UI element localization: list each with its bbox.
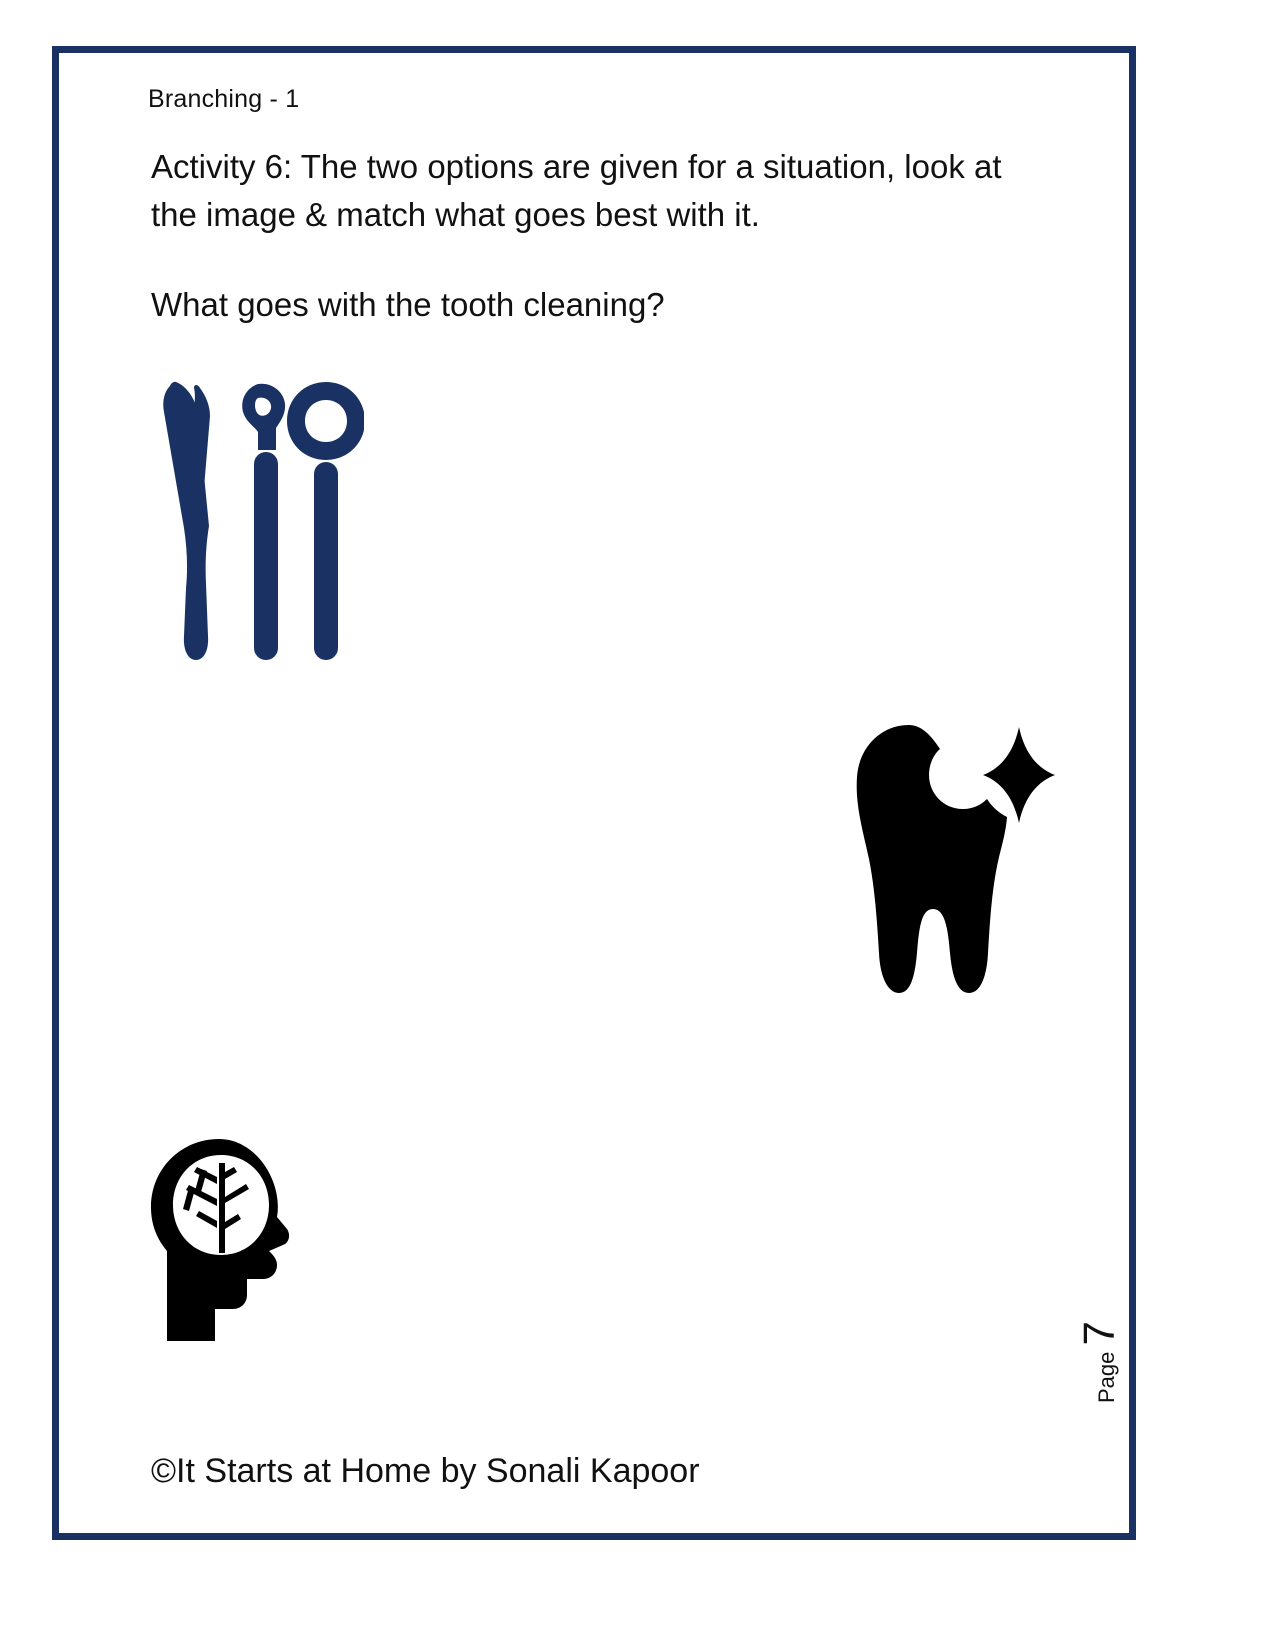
page-content (59, 53, 1129, 1533)
sparkling-tooth-icon (849, 713, 1059, 1003)
page-number-rotated (1063, 1303, 1123, 1413)
page-border-frame (52, 46, 1136, 1540)
footer-credit: ©It Starts at Home by Sonali Kapoor (151, 1452, 700, 1490)
page-number-value: 7 (1075, 1321, 1124, 1346)
worksheet-section-label: Branching - 1 (148, 85, 300, 113)
page-title: What goes with the tooth cleaning? (151, 286, 665, 323)
brain-head-icon (137, 1133, 317, 1353)
activity-instruction: Activity 6: The two options are given for a situation, look at the image & match what goes best with it. (151, 148, 1002, 233)
dental-tools-icon (154, 378, 364, 668)
page-number-text (1075, 1321, 1125, 1403)
page-number-label: Page (1094, 1351, 1119, 1403)
